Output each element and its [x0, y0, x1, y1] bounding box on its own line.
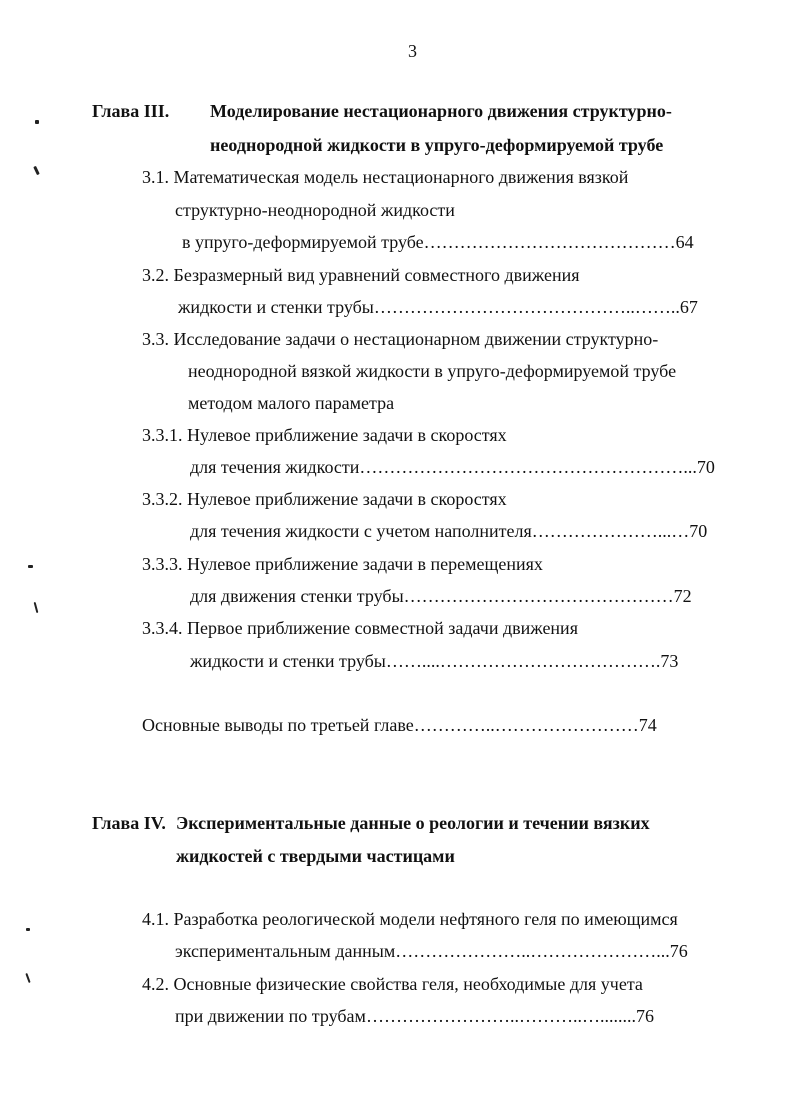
- toc-3-3-3-line-1: 3.3.3. Нулевое приближение задачи в перемещениях: [142, 554, 543, 574]
- scan-speck: [34, 602, 39, 613]
- toc-3-3-line-3: методом малого параметра: [188, 393, 395, 413]
- leader-dots: ……....……………………………….: [385, 651, 661, 671]
- leader-dots: …………………...…: [531, 521, 690, 541]
- chapter-3-label: Глава III.: [92, 101, 170, 121]
- leader-dots: ………………………………………: [403, 586, 674, 606]
- toc-3-1-entry[interactable]: [182, 231, 694, 253]
- page-ref: 74: [638, 715, 657, 735]
- chapter-4-title-line-2: жидкостей с твердыми частицами: [176, 846, 455, 866]
- toc-3-3-4-entry[interactable]: [190, 650, 678, 672]
- toc-3-3-line-2: неоднородной вязкой жидкости в упруго-деформируемой трубе: [188, 361, 677, 381]
- toc-3-3-1-line-2: для течения жидкости: [190, 457, 360, 477]
- scan-speck: [26, 928, 30, 931]
- leader-dots: ……………………………………..……..: [373, 297, 680, 317]
- toc-3-3-3-entry[interactable]: [190, 585, 692, 607]
- toc-3-3-1-entry[interactable]: [190, 456, 715, 478]
- page-ref: 76: [635, 1006, 654, 1026]
- leader-dots: …………..……………………: [413, 715, 639, 735]
- toc-3-1-line-3: в упруго-деформируемой трубе: [182, 232, 424, 252]
- page-ref: 73: [660, 651, 679, 671]
- toc-conclusions-entry[interactable]: [142, 714, 657, 736]
- toc-conclusions-text: Основные выводы по третьей главе: [142, 715, 414, 735]
- page-ref: 76: [669, 941, 688, 961]
- toc-4-2-line-1: 4.2. Основные физические свойства геля, необходимые для учета: [142, 974, 643, 994]
- scan-speck: [25, 973, 30, 983]
- leader-dots: ……………………………………: [423, 232, 676, 252]
- leader-dots: ………………………………………………...: [359, 457, 697, 477]
- toc-3-3-2-entry[interactable]: [190, 520, 707, 542]
- toc-3-3-1-line-1: 3.3.1. Нулевое приближение задачи в скоростях: [142, 425, 507, 445]
- toc-3-3-2-line-2: для течения жидкости с учетом наполнителя: [190, 521, 532, 541]
- page-ref: 72: [673, 586, 692, 606]
- toc-4-1-line-2: экспериментальным данным: [175, 941, 396, 961]
- toc-4-2-line-2: при движении по трубам: [175, 1006, 366, 1026]
- toc-4-1-line-1: 4.1. Разработка реологической модели нефтяного геля по имеющимся: [142, 909, 678, 929]
- toc-3-3-4-line-1: 3.3.4. Первое приближение совместной задачи движения: [142, 618, 578, 638]
- toc-4-2-entry[interactable]: [175, 1005, 654, 1027]
- toc-3-3-3-line-2: для движения стенки трубы: [190, 586, 404, 606]
- scan-speck: [28, 565, 33, 568]
- chapter-4-title-line-1: Экспериментальные данные о реологии и течении вязких: [176, 813, 650, 833]
- toc-3-3-2-line-1: 3.3.2. Нулевое приближение задачи в скоростях: [142, 489, 507, 509]
- leader-dots: ……………………..………..…........: [365, 1006, 636, 1026]
- toc-3-2-line-2: жидкости и стенки трубы: [178, 297, 374, 317]
- page-ref: 64: [675, 232, 694, 252]
- leader-dots: …………………..…………………...: [395, 941, 670, 961]
- toc-3-1-line-2: структурно-неоднородной жидкости: [175, 200, 455, 220]
- toc-3-2-line-1: 3.2. Безразмерный вид уравнений совместного движения: [142, 265, 580, 285]
- scan-speck: [35, 120, 39, 124]
- chapter-3-title-line-1: Моделирование нестационарного движения структурно-: [210, 101, 672, 121]
- toc-3-2-entry[interactable]: [178, 296, 698, 318]
- page-ref: 70: [696, 457, 715, 477]
- chapter-4-label: Глава IV.: [92, 813, 166, 833]
- toc-3-3-4-line-2: жидкости и стенки трубы: [190, 651, 386, 671]
- page-ref: 70: [689, 521, 708, 541]
- page-ref: 67: [679, 297, 698, 317]
- page-number: 3: [408, 41, 417, 61]
- scan-speck: [33, 166, 40, 175]
- toc-4-1-entry[interactable]: [175, 940, 688, 962]
- chapter-3-title-line-2: неоднородной жидкости в упруго-деформируемой трубе: [210, 135, 664, 155]
- toc-3-3-line-1[interactable]: 3.3. Исследование задачи о нестационарном движении структурно-: [142, 329, 659, 349]
- toc-3-1-line-1: 3.1. Математическая модель нестационарного движения вязкой: [142, 167, 629, 187]
